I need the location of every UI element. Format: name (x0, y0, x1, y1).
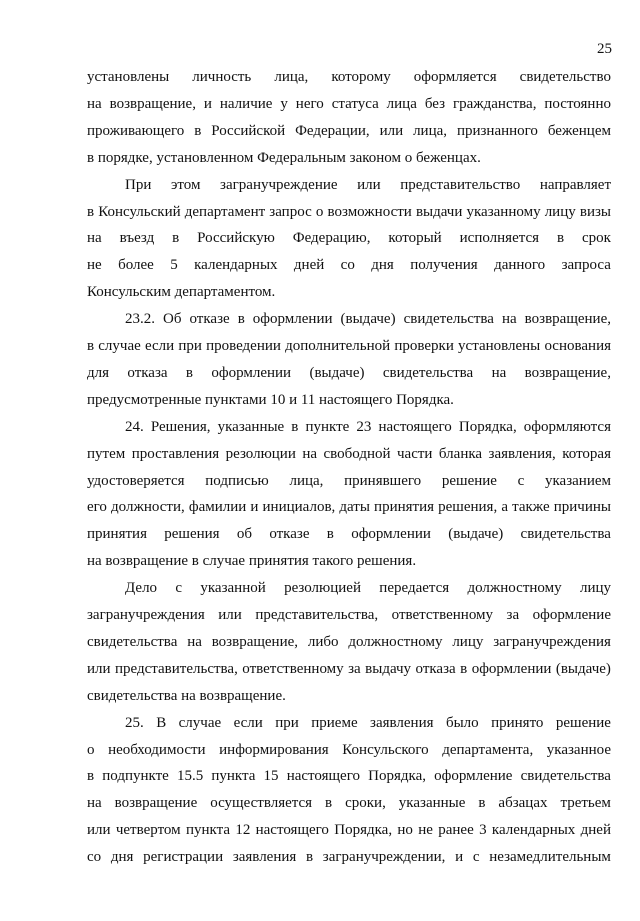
word: проверки (394, 338, 454, 354)
text-line (87, 632, 611, 658)
word: дня (371, 257, 394, 274)
word: случае (98, 338, 141, 354)
word: Консульского (342, 741, 429, 758)
word: представительство (400, 176, 521, 193)
word: (выдаче) (448, 526, 504, 543)
word: который (388, 230, 442, 247)
word: необходимости (108, 741, 206, 758)
word: четвертом (115, 822, 181, 839)
word: настоящего (255, 822, 329, 839)
word: наличие (219, 95, 273, 112)
word: указанному (466, 203, 541, 220)
word: ответственному (391, 607, 494, 623)
word: 5 (170, 257, 178, 274)
word: беженцем (547, 122, 611, 139)
word: в (87, 203, 95, 220)
word: оформлении (351, 526, 431, 543)
word: со (340, 257, 355, 274)
word: с (517, 472, 525, 489)
word: основания (544, 338, 611, 354)
word: дней (580, 822, 611, 839)
text-line (87, 94, 611, 120)
text-line (87, 497, 611, 523)
word: должности, (111, 499, 185, 516)
text-line (87, 659, 611, 685)
word: удостоверяется (87, 472, 185, 489)
word: гражданства, (452, 95, 537, 112)
word: оформляется (413, 69, 497, 85)
word: личность (192, 69, 252, 85)
word: заявления (370, 714, 434, 731)
word: лица, (413, 122, 448, 139)
word: свидетельства (520, 768, 611, 785)
word: загранучреждения (493, 633, 611, 650)
text-line (87, 847, 611, 873)
word: на (87, 795, 102, 812)
word: Федерацию, (292, 230, 371, 247)
text-line: на возвращение в случае принятия такого решения. (87, 553, 417, 570)
word: решения (164, 526, 220, 543)
word: принятия (374, 499, 435, 516)
word: более (118, 257, 154, 274)
word: отказа (415, 660, 456, 677)
word: этом (170, 176, 201, 193)
word: Об (163, 311, 182, 328)
word: свободной (323, 445, 391, 462)
word: а (501, 499, 508, 516)
word: и (250, 499, 259, 516)
word: въезд (119, 230, 155, 247)
word: пункта (211, 768, 256, 785)
word: отказе (269, 526, 310, 543)
word: (выдаче) (555, 660, 611, 677)
word: 23.2. (125, 311, 155, 328)
text-line (87, 202, 611, 228)
word: регистрации (143, 849, 224, 866)
word: в (306, 849, 314, 866)
word: возвращение, (524, 311, 611, 328)
word: департамент (184, 203, 266, 220)
word: лица, (274, 69, 309, 85)
word: или (218, 607, 242, 623)
word: дней (293, 257, 325, 274)
text-line (87, 444, 611, 470)
text-line (87, 363, 611, 389)
word: Российскую (197, 230, 275, 247)
text-line: в порядке, установленном Федеральным законом о беженцах. (87, 149, 481, 166)
word: (выдаче) (340, 311, 396, 328)
word: решение (555, 714, 611, 731)
text-line (125, 578, 611, 604)
word: заявления (232, 849, 297, 866)
word: либо (307, 633, 339, 650)
word: установлены (87, 69, 170, 85)
word: сроки, (345, 795, 386, 812)
word: возвращение, (524, 364, 611, 381)
word: загранучреждения (87, 607, 205, 623)
word: в (460, 660, 468, 677)
word: пункте (305, 418, 350, 435)
word: в (87, 768, 95, 785)
word: запроса (561, 257, 611, 274)
word: его (87, 499, 107, 516)
word: подпункте (102, 768, 169, 785)
word: проведении (206, 338, 281, 354)
word: свидетельства (87, 633, 178, 650)
text-line (87, 228, 611, 254)
word: календарных (194, 257, 278, 274)
text-line (87, 121, 611, 147)
word: за (506, 607, 520, 623)
word: свидетельство (519, 69, 611, 85)
word: резолюции (225, 445, 296, 462)
word: принявшего (344, 472, 422, 489)
text-line (125, 417, 611, 443)
word: направляет (539, 176, 611, 193)
word: на (491, 364, 507, 381)
word: оформлении (211, 364, 292, 381)
word: (выдаче) (309, 364, 365, 381)
word: третьем (560, 795, 611, 812)
word: 3 (479, 822, 487, 839)
word: приеме (311, 714, 358, 731)
word: установлены (458, 338, 541, 354)
word: 15.5 (176, 768, 204, 785)
word: принято (491, 714, 544, 731)
word: при (275, 714, 299, 731)
word: фамилии (188, 499, 247, 516)
word: абзацах (498, 795, 548, 812)
word: или (379, 122, 404, 139)
word: 25. (125, 714, 144, 731)
word: со (87, 849, 102, 866)
word: Порядка, (334, 822, 393, 839)
word: возвращение (114, 795, 198, 812)
word: заявления, (488, 445, 556, 462)
word: настоящего (378, 418, 452, 435)
word: даты (339, 499, 370, 516)
word: В (156, 714, 167, 731)
text-line (87, 766, 611, 792)
word: о (87, 741, 95, 758)
word: пункта (185, 822, 230, 839)
word: постоянно (544, 95, 611, 112)
word: было (445, 714, 479, 731)
text-line (87, 740, 611, 766)
word: признанного (456, 122, 538, 139)
word: в (194, 122, 202, 139)
text-line (125, 175, 611, 201)
word: Порядка, (458, 418, 517, 435)
word: загранучреждении, (322, 849, 446, 866)
word: Российской (211, 122, 286, 139)
word: лица, (289, 472, 324, 489)
word: него (295, 95, 324, 112)
word: или (357, 176, 381, 193)
word: Дело (125, 580, 158, 597)
word: решения, (438, 499, 498, 516)
word: ответственному (242, 660, 344, 677)
word: возвращение, (211, 633, 299, 650)
word: в (237, 311, 245, 328)
text-line (87, 471, 611, 497)
word: свидетельства (382, 364, 474, 381)
word: также (512, 499, 550, 516)
word: части (397, 445, 433, 462)
word: осуществляется (210, 795, 313, 812)
word: в (172, 230, 180, 247)
word: решение (441, 472, 497, 489)
word: 24. (125, 418, 144, 435)
word: должностному (467, 580, 562, 597)
word: лицу (452, 633, 484, 650)
word: если (233, 714, 263, 731)
word: оформлении (252, 311, 333, 328)
page-number: 25 (597, 41, 612, 57)
word: информирования (219, 741, 329, 758)
text-line (125, 713, 611, 739)
word: Порядка, (368, 768, 426, 785)
word: в (291, 418, 299, 435)
word: если (144, 338, 175, 354)
word: указанной (200, 580, 266, 597)
word: дня (110, 849, 134, 866)
word: статуса (331, 95, 379, 112)
text-line (125, 309, 611, 335)
word: или (87, 660, 111, 677)
word: дополнительной (285, 338, 391, 354)
word: с (472, 849, 480, 866)
word: 15 (263, 768, 279, 785)
word: оформление (434, 768, 513, 785)
word: у (280, 95, 288, 112)
word: настоящего (286, 768, 360, 785)
word: представительства, (115, 660, 238, 677)
word: бланка (438, 445, 483, 462)
word: на (87, 230, 102, 247)
word: за (348, 660, 361, 677)
word: и (455, 849, 464, 866)
word: При (125, 176, 152, 193)
word: незамедлительным (489, 849, 611, 866)
word: в (326, 526, 334, 543)
word: отказа (127, 364, 168, 381)
word: загранучреждение (220, 176, 338, 193)
word: в (325, 795, 333, 812)
text-line: Консульским департаментом. (87, 284, 276, 301)
word: Консульский (98, 203, 181, 220)
word: указанием (544, 472, 611, 489)
word: 23 (356, 418, 372, 435)
word: выдачи (415, 203, 463, 220)
word: на (501, 311, 517, 328)
word: на (87, 95, 102, 112)
word: которому (331, 69, 391, 85)
word: которая (562, 445, 611, 462)
word: данного (494, 257, 546, 274)
word: возможности (327, 203, 412, 220)
word: указанное (546, 741, 611, 758)
word: указанные (217, 418, 285, 435)
word: указанные (398, 795, 466, 812)
word: 12 (235, 822, 251, 839)
text-line: свидетельства на возвращение. (87, 687, 286, 704)
word: резолюцией (284, 580, 361, 597)
text-line (87, 67, 611, 93)
word: Решения, (150, 418, 211, 435)
word: или (87, 822, 111, 839)
word: департамента, (442, 741, 534, 758)
word: на (187, 633, 202, 650)
text-line (87, 336, 611, 362)
word: при (178, 338, 202, 354)
word: передается (379, 580, 450, 597)
word: и (203, 95, 212, 112)
word: лицу (579, 580, 611, 597)
word: должностному (348, 633, 443, 650)
word: запрос (269, 203, 312, 220)
word: выдачу (365, 660, 412, 677)
word: свидетельства (403, 311, 494, 328)
word: возвращение, (109, 95, 196, 112)
word: принятия (87, 526, 147, 543)
word: не (418, 822, 433, 839)
word: не (87, 257, 102, 274)
text-line (87, 605, 611, 631)
word: отказе (189, 311, 230, 328)
text-line (87, 793, 611, 819)
word: оформляются (523, 418, 611, 435)
word: но (397, 822, 413, 839)
word: свидетельства (520, 526, 611, 543)
word: исполняется (459, 230, 540, 247)
word: Федерации, (295, 122, 370, 139)
word: представительства, (255, 607, 379, 623)
word: проставления (131, 445, 220, 462)
text-line (87, 524, 611, 550)
word: о (315, 203, 324, 220)
word: срок (581, 230, 611, 247)
text-line (87, 820, 611, 846)
word: визы (579, 203, 611, 220)
word: причины (553, 499, 611, 516)
word: для (87, 364, 110, 381)
word: проживающего (87, 122, 185, 139)
word: подписью (205, 472, 269, 489)
text-line: предусмотренные пунктами 10 и 11 настоящего Порядка. (87, 391, 454, 408)
word: получения (410, 257, 478, 274)
word: инициалов, (262, 499, 336, 516)
word: случае (178, 714, 222, 731)
word: оформлении (471, 660, 552, 677)
word: об (236, 526, 253, 543)
word: в (478, 795, 486, 812)
word: в (185, 364, 194, 381)
word: в (87, 338, 95, 354)
word: оформление (532, 607, 611, 623)
word: в (556, 230, 565, 247)
word: лицу (544, 203, 576, 220)
word: с (175, 580, 183, 597)
word: на (302, 445, 318, 462)
word: путем (87, 445, 126, 462)
word: ранее (438, 822, 474, 839)
word: лица (386, 95, 417, 112)
word: календарных (491, 822, 576, 839)
text-line (87, 255, 611, 281)
word: без (424, 95, 446, 112)
